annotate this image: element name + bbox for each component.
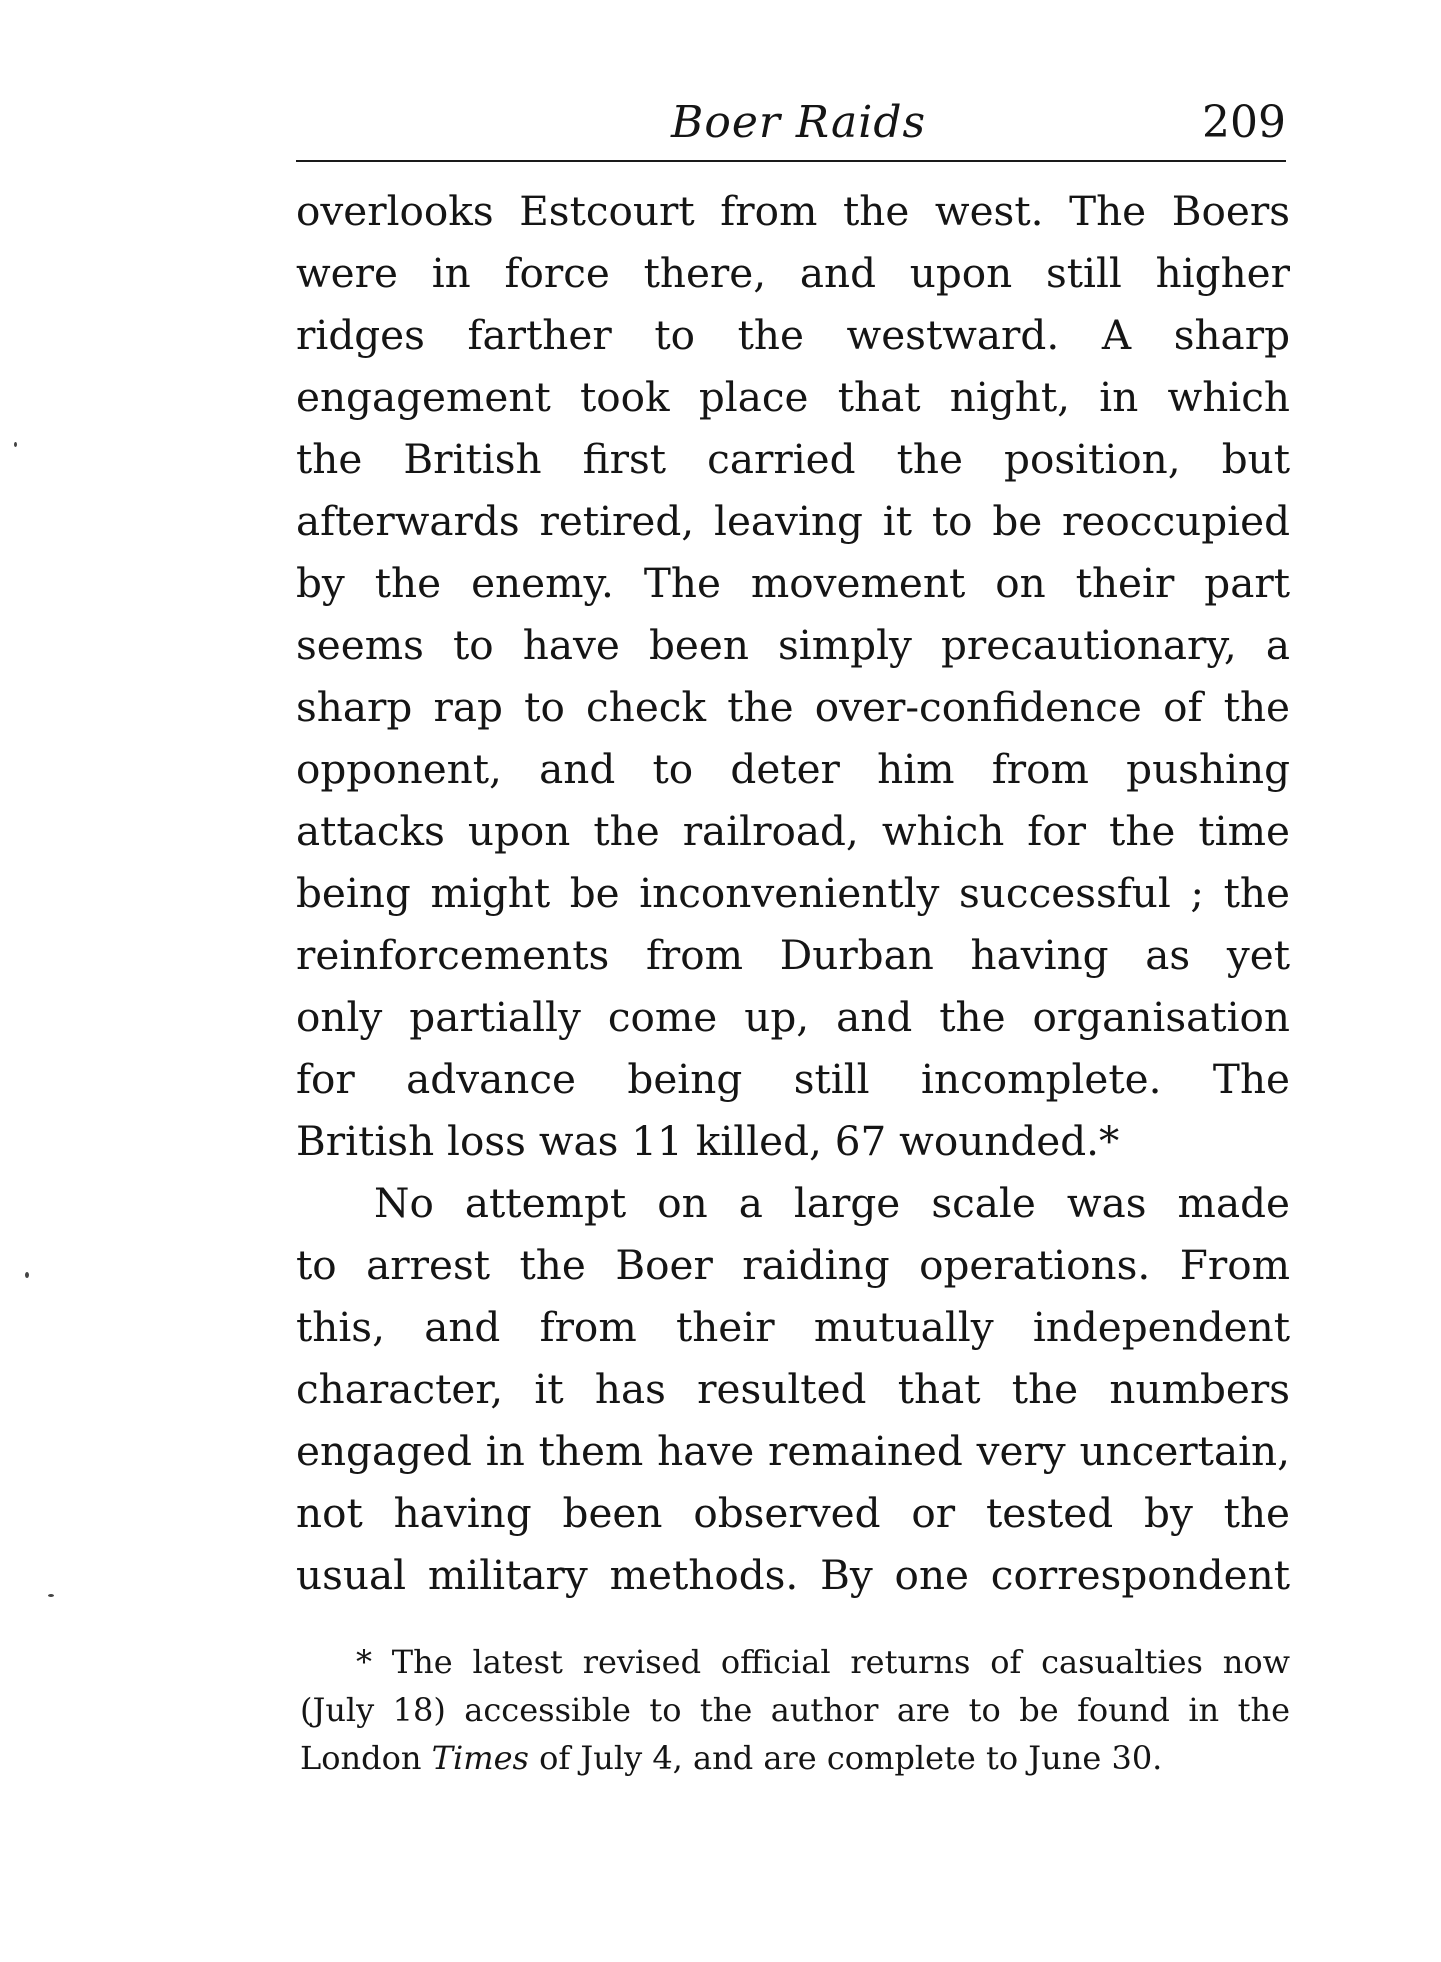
footnote-line: [300, 1734, 1290, 1782]
publication-title: Times: [431, 1739, 529, 1777]
text-line: afterwards retired, leaving it to be reoccupied: [296, 497, 1290, 545]
text-line: British loss was 11 killed, 67 wounded.*: [296, 1117, 1120, 1165]
text-line: to arrest the Boer raiding operations. From: [296, 1241, 1290, 1289]
text-line: being might be inconveniently successful ; the: [296, 869, 1290, 917]
footnote-line: (July 18) accessible to the author are to be found in the: [300, 1691, 1290, 1729]
text-line: for advance being still incomplete. The: [296, 1055, 1290, 1103]
text-line: sharp rap to check the over-confidence of the: [296, 683, 1290, 731]
text-line: ridges farther to the westward. A sharp: [296, 311, 1290, 359]
header-rule: [296, 160, 1286, 162]
text-line: engagement took place that night, in which: [296, 373, 1290, 421]
text-line: were in force there, and upon still higher: [296, 249, 1290, 297]
text-line: attacks upon the railroad, which for the time: [296, 807, 1290, 855]
text-line: engaged in them have remained very uncertain,: [296, 1427, 1290, 1475]
text-line: only partially come up, and the organisation: [296, 993, 1290, 1041]
body-text: [296, 180, 1290, 1606]
footnote-text: of July 4, and are complete to June 30.: [528, 1739, 1163, 1777]
footnote: [300, 1638, 1290, 1782]
text-line: this, and from their mutually independent: [296, 1303, 1290, 1351]
text-line: seems to have been simply precautionary, a: [296, 621, 1290, 669]
text-line: not having been observed or tested by the: [296, 1489, 1290, 1537]
scan-speck: [48, 1594, 54, 1597]
text-line: opponent, and to deter him from pushing: [296, 745, 1290, 793]
scan-speck: [25, 1272, 29, 1278]
scan-speck: [14, 442, 17, 447]
footnote-line: * The latest revised official returns of casualties now: [356, 1643, 1290, 1681]
text-line: usual military methods. By one correspondent: [296, 1551, 1290, 1599]
footnote-text: London: [300, 1739, 432, 1777]
page-header: [296, 88, 1286, 158]
text-line: No attempt on a large scale was made: [374, 1179, 1290, 1227]
page-number: 209: [1202, 97, 1286, 148]
text-line: overlooks Estcourt from the west. The Boers: [296, 187, 1290, 235]
text-line: reinforcements from Durban having as yet: [296, 931, 1290, 979]
text-line: by the enemy. The movement on their part: [296, 559, 1290, 607]
text-line: the British first carried the position, but: [296, 435, 1290, 483]
running-title: Boer Raids: [671, 97, 927, 148]
text-line: character, it has resulted that the numbers: [296, 1365, 1290, 1413]
